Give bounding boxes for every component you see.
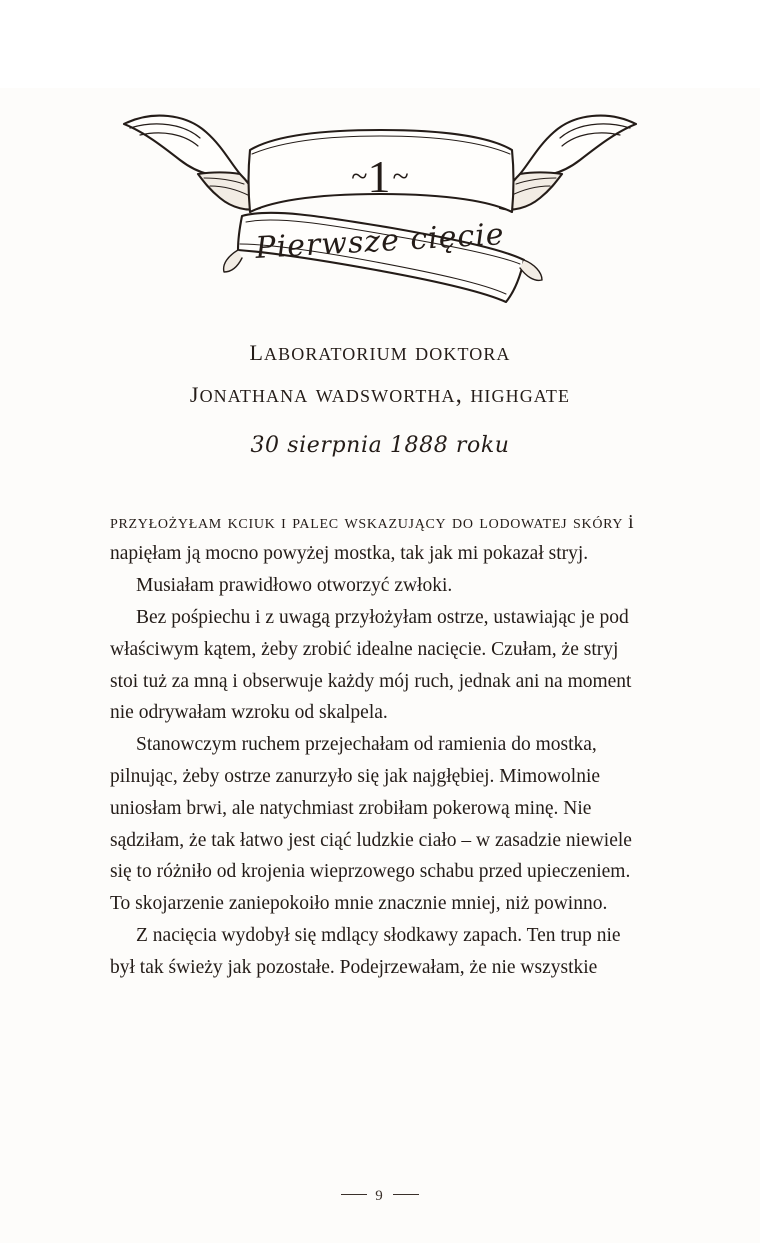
ribbon-banner-icon: [100, 88, 660, 303]
paragraph: Stanowczym ruchem przejechałam od ramienia do mostka, pilnując, żeby ostrze zanurzyło się jak najgłębiej. Mimowolnie uniosłam brwi, ale natychmiast zrobiłam pokerową minę. Nie sądziłam, że tak łatwo jest ciąć ludzkie ciało – w zasadzie niewiele się to różniło od krojenia wieprzowego schabu przed upieczeniem. To skojarzenie zaniepokoiło mnie znacznie mniej, niż powinno.: [110, 734, 632, 915]
paragraph: Z nacięcia wydobył się mdlący słodkawy zapach. Ten trup nie był tak świeży jak pozostałe. Podejrzewałam, że nie wszystkie: [110, 924, 621, 978]
paragraph: Musiałam prawidłowo otworzyć zwłoki.: [136, 575, 453, 597]
scene-heading: [70, 329, 690, 458]
chapter-title: Pierwsze cięcie: [254, 217, 506, 266]
folio: [0, 1188, 760, 1205]
chapter-ornament: [100, 88, 660, 303]
opening-small-caps: przyłożyłam kciuk i palec wskazujący do lodowatej skóry: [110, 510, 624, 533]
folio-rule-left: [341, 1194, 367, 1195]
book-page: [0, 88, 760, 1243]
page-number: 9: [375, 1188, 385, 1204]
paragraph: Bez pośpiechu i z uwagą przyłożyłam ostrze, ustawiając je pod właściwym kątem, żeby zrobić idealne nacięcie. Czułam, że stryj stoi tuż za mną i obserwuje każdy mój ruch, jednak ani na moment nie odrywałam wzroku od skalpela.: [110, 607, 632, 724]
scene-date: 30 sierpnia 1888 roku: [250, 432, 510, 458]
body-text: [110, 506, 650, 984]
folio-rule-right: [393, 1194, 419, 1195]
paragraph-rest: i napięłam ją mocno powyżej mostka, tak jak mi pokazał stryj.: [110, 511, 634, 565]
scene-location-line-2: jonathana wadswortha, highgate: [189, 373, 571, 409]
scene-location-line-1: laboratorium doktora: [249, 332, 511, 367]
chapter-number: ~1~: [351, 151, 409, 202]
paragraph: [110, 506, 650, 571]
